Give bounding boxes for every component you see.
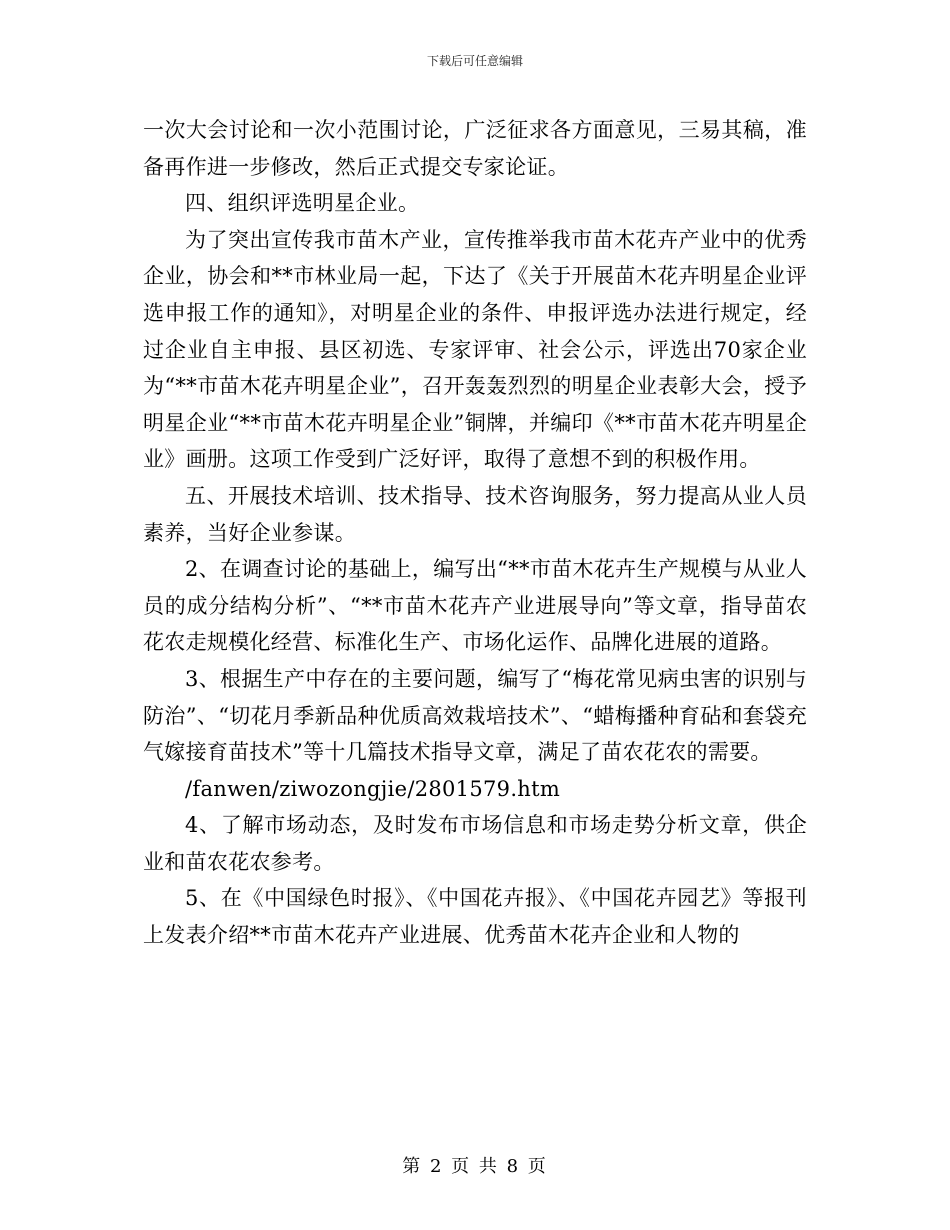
- paragraph: 为了突出宣传我市苗木产业，宣传推举我市苗木花卉产业中的优秀企业，协会和**市林业局一起，下达了《关于开展苗木花卉明星企业评选申报工作的通知》，对明星企业的条件、申报评选办法进行规定，经过企业自主申报、县区初选、专家评审、社会公示，评选出70家企业为“**市苗木花卉明星企业”，召开轰轰烈烈的明星企业表彰大会，授予明星企业“**市苗木花卉明星企业”铜牌，并编印《**市苗木花卉明星企业》画册。这项工作受到广泛好评，取得了意想不到的积极作用。: [143, 227, 807, 472]
- page-number: 第 2 页 共 8 页: [402, 1156, 548, 1177]
- page-header-note: 下载后可任意编辑: [426, 54, 523, 68]
- paragraph: 4、了解市场动态，及时发布市场信息和市场走势分析文章，供企业和苗农花农参考。: [143, 813, 807, 874]
- document-body: [143, 112, 807, 954]
- paragraph: 3、根据生产中存在的主要问题，编写了“梅花常见病虫害的识别与防治”、“切花月季新品种优质高效栽培技术”、“蜡梅播种育砧和套袋充气嫁接育苗技术”等十几篇技术指导文章，满足了苗农花农的需要。: [143, 666, 807, 765]
- section-heading: 五、开展技术培训、技术指导、技术咨询服务，努力提高从业人员素养，当好企业参谋。: [143, 483, 807, 545]
- paragraph: 一次大会讨论和一次小范围讨论，广泛征求各方面意见，三易其稿，准备再作进一步修改，然后正式提交专家论证。: [143, 118, 807, 179]
- url-line: /fanwen/ziwozongjie/2801579.htm: [185, 776, 561, 801]
- paragraph: 5、在《中国绿色时报》、《中国花卉报》、《中国花卉园艺》等报刊上发表介绍**市苗木花卉产业进展、优秀苗木花卉企业和人物的: [143, 886, 807, 948]
- section-heading: 四、组织评选明星企业。: [185, 191, 420, 216]
- paragraph: 2、在调查讨论的基础上，编写出“**市苗木花卉生产规模与从业人员的成分结构分析”、“**市苗木花卉产业进展导向”等文章，指导苗农花农走规模化经营、标准化生产、市场化运作、品牌化进展的道路。: [143, 557, 807, 655]
